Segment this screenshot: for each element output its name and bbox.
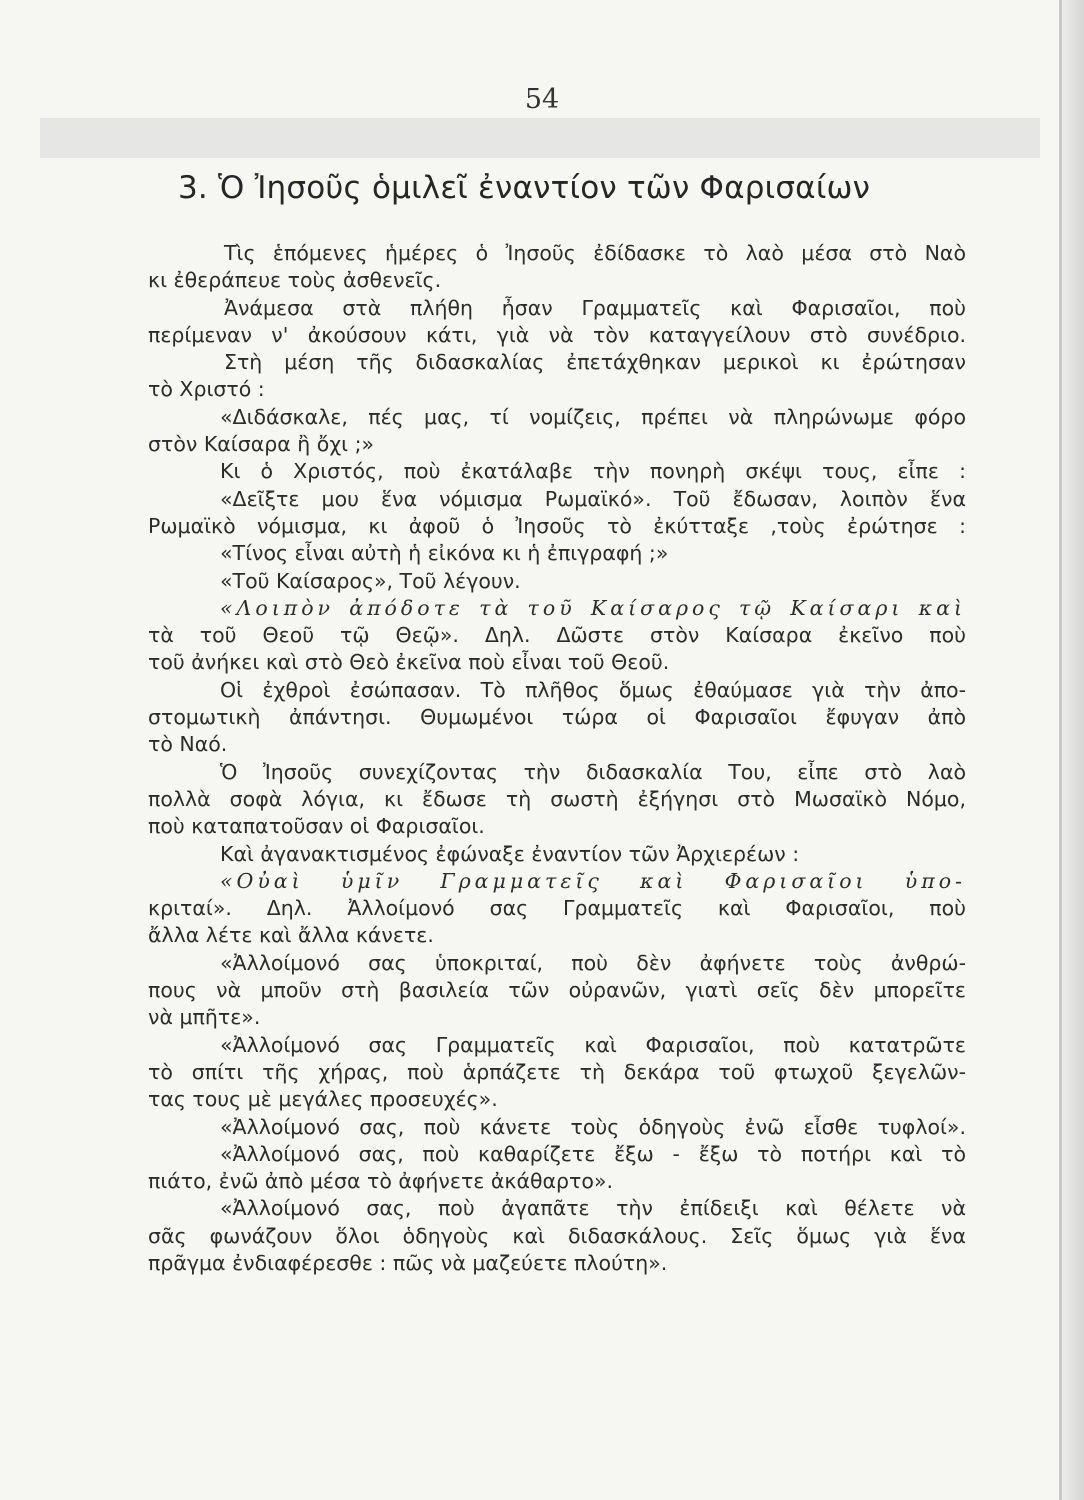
- text-line: σᾶς φωνάζουν ὅλοι ὁδηγοὺς καὶ διδασκάλους. Σεῖς ὅμως γιὰ ἕνα: [148, 1223, 966, 1248]
- text-line: «Τίνος εἶναι αὐτὴ ἡ εἰκόνα κι ἡ ἐπιγραφή ;»: [220, 541, 669, 566]
- text-line: «Ἀλλοίμονό σας ὑποκριταί, ποὺ δὲν ἀφήνετε τοὺς ἀνθρώ-: [220, 950, 966, 975]
- text-line-spaced: «Οὐαὶ ὑμῖν Γραμματεῖς καὶ Φαρισαῖοι ὑπο-: [220, 868, 966, 893]
- text-line: «Δεῖξτε μου ἕνα νόμισμα Ρωμαϊκό». Τοῦ ἔδωσαν, λοιπὸν ἕνα: [220, 486, 966, 511]
- text-line: πρᾶγμα ἐνδιαφέρεσθε : πῶς νὰ μαζεύετε πλούτη».: [148, 1250, 668, 1275]
- text-line: ποὺ καταπατοῦσαν οἱ Φαρισαῖοι.: [148, 814, 485, 839]
- text-line: στὸν Καίσαρα ἢ ὄχι ;»: [148, 432, 375, 457]
- page-number: 54: [524, 84, 560, 115]
- text-line: τὸ σπίτι τῆς χήρας, ποὺ ἁρπάζετε τὴ δεκάρα τοῦ φτωχοῦ ξεγελῶν-: [148, 1059, 966, 1084]
- text-line: Καὶ ἀγανακτισμένος ἐφώναξε ἐναντίον τῶν Ἀρχιερέων :: [220, 841, 800, 866]
- body-text: [148, 240, 966, 1277]
- text-line: «Ἀλλοίμονό σας, ποὺ κάνετε τοὺς ὁδηγοὺς ἐνῶ εἶσθε τυφλοί».: [220, 1114, 966, 1139]
- text-line: τὸ Ναό.: [148, 732, 228, 757]
- text-line: «Ἀλλοίμονό σας, ποὺ ἀγαπᾶτε τὴν ἐπίδειξι καὶ θέλετε νὰ: [220, 1196, 966, 1221]
- text-line: «Ἀλλοίμονό σας Γραμματεῖς καὶ Φαρισαῖοι, ποὺ κατατρῶτε: [220, 1032, 966, 1057]
- text-line: κριταί». Δηλ. Ἀλλοίμονό σας Γραμματεῖς καὶ Φαρισαῖοι, ποὺ: [148, 896, 966, 921]
- text-line: περίμεναν ν' ἀκούσουν κάτι, γιὰ νὰ τὸν καταγγείλουν στὸ συνέδριο.: [148, 322, 966, 347]
- text-line: στομωτικὴ ἀπάντησι. Θυμωμένοι τώρα οἱ Φαρισαῖοι ἔφυγαν ἀπὸ: [148, 705, 966, 730]
- text-line: πους νὰ μποῦν στὴ βασιλεία τῶν οὐρανῶν, γιατὶ σεῖς δὲν μπορεῖτε: [148, 978, 966, 1003]
- text-line: τὸ Χριστό :: [148, 377, 265, 402]
- scan-shadow-band: [40, 118, 1040, 158]
- text-line: Ὁ Ἰησοῦς συνεχίζοντας τὴν διδασκαλία Του, εἶπε στὸ λαὸ: [220, 759, 966, 784]
- text-line-spaced: «Λοιπὸν ἀπόδοτε τὰ τοῦ Καίσαρος τῷ Καίσαρι καὶ: [220, 595, 966, 620]
- text-line: πιάτο, ἐνῶ ἀπὸ μέσα τὸ ἀφήνετε ἀκάθαρτο».: [148, 1169, 614, 1194]
- text-line: νὰ μπῆτε».: [148, 1005, 261, 1030]
- text-line: Ρωμαϊκὸ νόμισμα, κι ἀφοῦ ὁ Ἰησοῦς τὸ ἐκύτταξε ,τοὺς ἐρώτησε :: [148, 513, 966, 538]
- text-line: Ἀνάμεσα στὰ πλήθη ἦσαν Γραμματεῖς καὶ Φαρισαῖοι, ποὺ: [224, 295, 966, 320]
- text-line: «Ἀλλοίμονό σας, ποὺ καθαρίζετε ἔξω - ἔξω τὸ ποτήρι καὶ τὸ: [220, 1141, 966, 1166]
- text-line: κι ἐθεράπευε τοὺς ἀσθενεῖς.: [148, 268, 442, 293]
- text-line: τοῦ ἀνήκει καὶ στὸ Θεὸ ἐκεῖνα ποὺ εἶναι τοῦ Θεοῦ.: [148, 650, 670, 675]
- text-line: «Διδάσκαλε, πές μας, τί νομίζεις, πρέπει νὰ πληρώνωμε φόρο: [220, 404, 966, 429]
- chapter-title: 3. Ὁ Ἰησοῦς ὁμιλεῖ ἐναντίον τῶν Φαρισαίων: [178, 170, 871, 206]
- text-line: τας τους μὲ μεγάλες προσευχές».: [148, 1087, 498, 1112]
- text-line: Στὴ μέση τῆς διδασκαλίας ἐπετάχθηκαν μερικοὶ κι ἐρώτησαν: [224, 350, 966, 375]
- page-binding-edge: [1062, 0, 1084, 1500]
- text-line: «Τοῦ Καίσαρος», Τοῦ λέγουν.: [220, 568, 521, 593]
- text-line: Οἱ ἐχθροὶ ἐσώπασαν. Τὸ πλῆθος ὅμως ἐθαύμασε γιὰ τὴν ἀπο-: [220, 677, 966, 702]
- text-line: τὰ τοῦ Θεοῦ τῷ Θεῷ». Δηλ. Δῶστε στὸν Καίσαρα ἐκεῖνο ποὺ: [148, 623, 966, 648]
- text-line: Κι ὁ Χριστός, ποὺ ἐκατάλαβε τὴν πονηρὴ σκέψι τους, εἶπε :: [220, 459, 966, 484]
- text-line: Τὶς ἑπόμενες ἡμέρες ὁ Ἰησοῦς ἐδίδασκε τὸ λαὸ μέσα στὸ Ναὸ: [224, 241, 966, 265]
- text-line: πολλὰ σοφὰ λόγια, κι ἔδωσε τὴ σωστὴ ἐξήγησι στὸ Μωσαϊκὸ Νόμο,: [148, 786, 966, 811]
- text-line: ἄλλα λέτε καὶ ἄλλα κάνετε.: [148, 923, 434, 948]
